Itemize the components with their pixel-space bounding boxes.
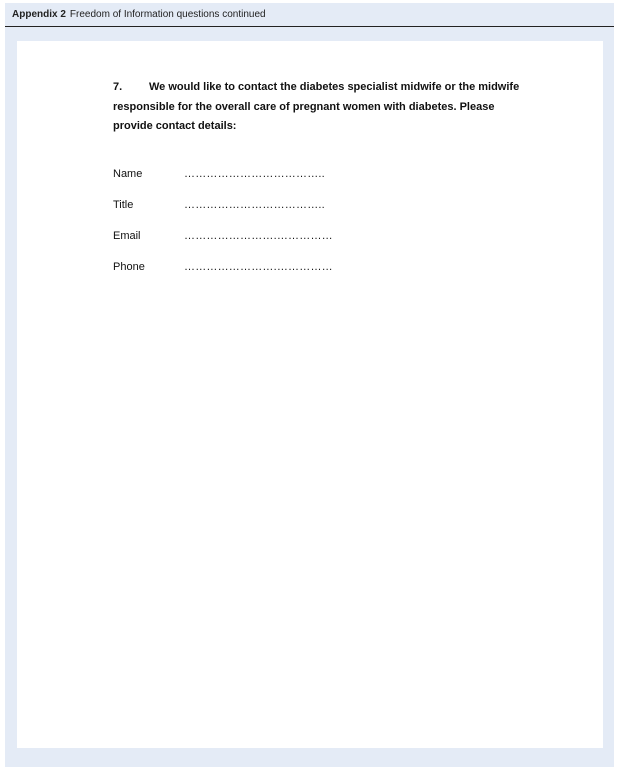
- document-page: [17, 41, 603, 748]
- field-label-title: Title: [113, 199, 134, 211]
- section-title: Freedom of Information questions continued: [69, 9, 266, 20]
- question-number: 7.: [113, 81, 123, 93]
- field-blank-name: ………………………………..: [184, 168, 325, 180]
- question-7: [113, 78, 533, 137]
- field-blank-email: …………………….……………: [184, 230, 333, 242]
- field-blank-phone: …………………….……………: [184, 261, 333, 273]
- appendix-panel: [5, 3, 614, 767]
- question-text: We would like to contact the diabetes specialist midwife or the midwife responsible for the overall care of pregnant women with diabetes. Please provide contact details:: [113, 81, 520, 132]
- field-label-phone: Phone: [113, 261, 145, 273]
- field-label-name: Name: [113, 168, 143, 180]
- field-blank-title: ………………………………..: [184, 199, 325, 211]
- section-label: Appendix 2: [12, 9, 66, 20]
- field-label-email: Email: [113, 230, 141, 242]
- appendix-header: [5, 3, 614, 27]
